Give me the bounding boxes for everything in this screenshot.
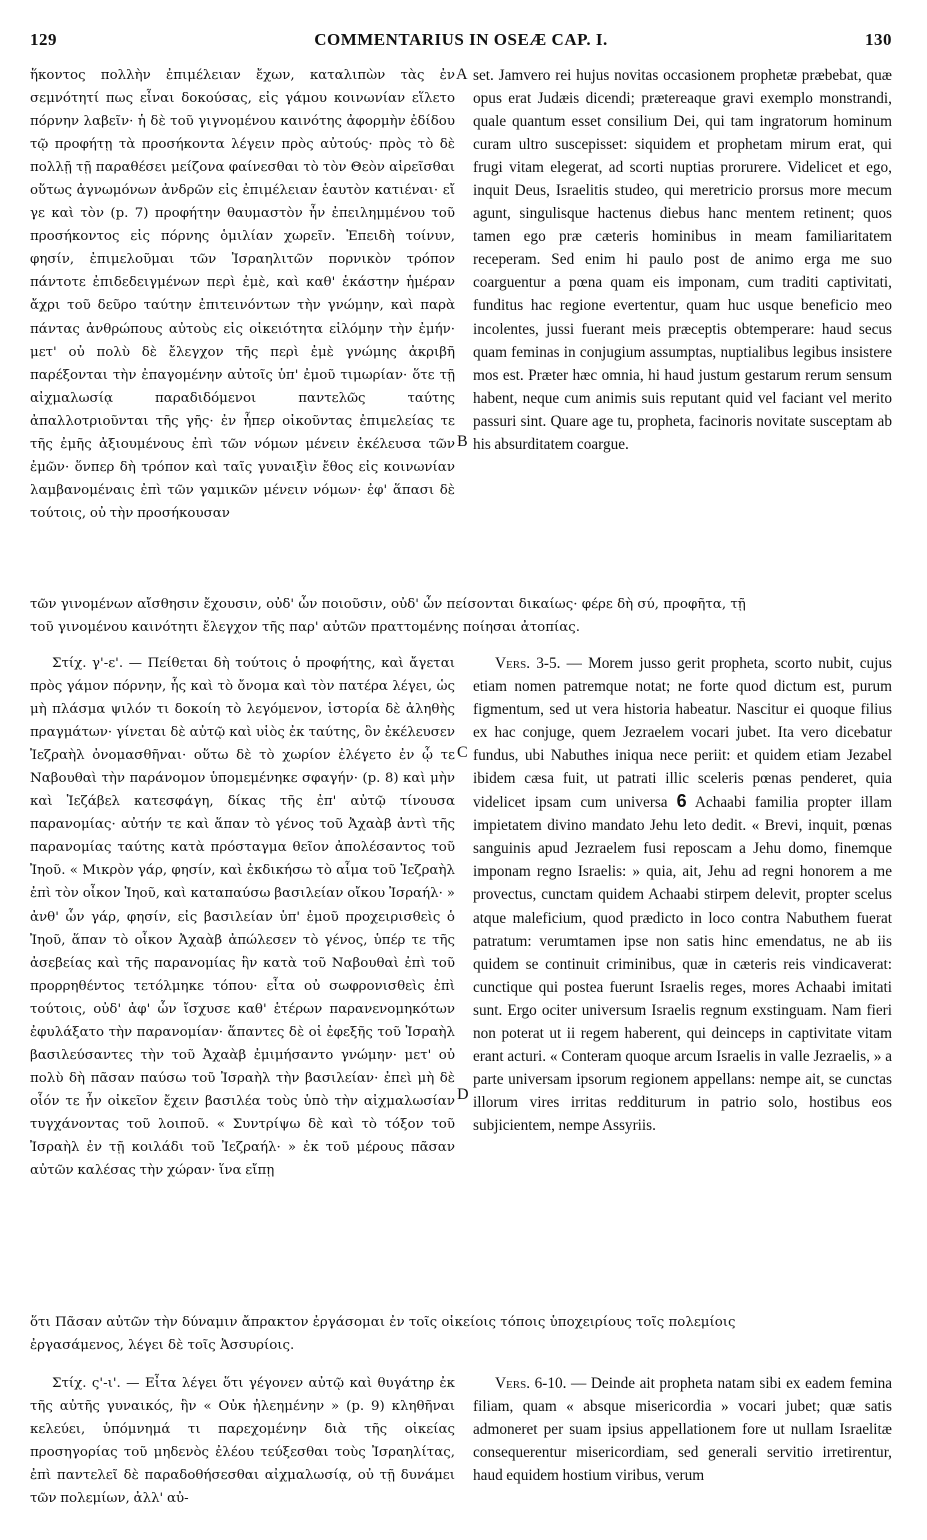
margin-letter-c: C [457,744,468,761]
greek-fullwidth-line-4: ἐργασάμενος, λέγει δὲ τοῖς Ἀσσυρίοις. [30,1338,295,1353]
margin-letter-b: B [457,433,468,450]
verse-heading-3-5: Vers. 3-5. [495,655,561,672]
latin-paragraph-2-part-b: Achaabi familia propter illam impietatem divino mandato Jehu leto dedit. « Brevi, inquit, pœnas sanguinis apud Jezraelem fusi reposcam a Jehu domo, finemque imponam regno Israelis: » quia, ait, Jehu ad regni honorem a me provectus, cunctam quidem Achaabi stirpem delevit, propter scelus atque maleficium, quod prædicto in loco contra Nabuthem fuerat patratum: verumtamen ipse non satis hinc emendatus, ne ab iis quidem se continuit criminibus, quæ in cæteris reis vindicaverat: cunctique qui postea fuerunt Israelis reges, mores Achaabi imitati sunt. Ergo ociter universum Israelis regnum exstinguam. Nam fieri non poterat ut ii regem haberent, qui deinceps in captivitate vitam erant acturi. « Conteram quoque arcum Israelis in valle Jezraelis, » a parte universam ipsorum regionem appellans: nempe ait, se cunctas illorum vires irritas redditurum in patrio solo, hostibus eos subjicientem, nempe Assyriis. [473,794,892,1134]
latin-column-bottom [473,1372,892,1487]
greek-fullwidth-line-3: ὅτι Πᾶσαν αὐτῶν τὴν δύναμιν ἄπρακτον ἐργάσομαι ἐν τοῖς οἰκείοις τόποις ὑποχειρίους τοῖς πολεμίοις [30,1315,736,1330]
latin-paragraph-3-body: — Deinde ait propheta natam sibi ex eadem femina filiam, quam « absque misericordia » vocari jubet; quæ satis admoneret per suam ipsius appellationem fore ut nullam Israelitæ consequerentur misericordiam, sed generali servitio irretirentur, haud equidem hostium viribus, verum [473,1375,893,1485]
latin-column-top [473,64,892,456]
page-header [30,30,892,56]
original-page-number: 6 [676,791,687,812]
margin-letter-a: A [456,66,468,83]
latin-paragraph-2-part-a: — Morem jusso gerit propheta, scorto nubit, cujus etiam nomen patremque notat; ne forte quod dictum est, purum figmentum, sed ut vera historia habeatur. Nascitur ei quoque filius ex hac conjuge, quem Jezraelem vocari jubet. Ita vero dicebatur fundus, ubi Nabuthes iniqua nece periit: et quidem etiam Jezabel ibidem cæsa fuit, ut patrati illic sceleris pœnas penderet, quia videlicet ipsam cum universa [473,655,892,812]
margin-letter-d: D [457,1086,469,1103]
latin-paragraph-2 [473,652,892,1137]
greek-column-top [30,64,455,525]
greek-column-bottom [30,1372,455,1510]
verse-heading-6-10: Vers. 6-10. [495,1375,567,1392]
running-title: COMMENTARIUS IN OSEÆ CAP. I. [314,30,608,49]
latin-column-middle [473,652,892,1137]
greek-paragraph-3: Στίχ. ς'-ι'. — Εἶτα λέγει ὅτι γέγονεν αὐτῷ καὶ θυγάτηρ ἐκ τῆς αὐτῆς γυναικός, ἣν « Οὐκ ἠλεημένην » (p. 9) κληθῆναι κελεύει, ὑπόμνημά τι παρεχομένην διὰ τῆς οἰκείας προσηγορίας τοῦ μηδενὸς ἐλέου τεύξεσθαι τοὺς Ἰσραηλίτας, ἐπὶ παντελεῖ δὲ παραδοθήσεσθαι αἰχμαλωσίᾳ, οὐ τῇ δυνάμει τῶν πολεμίων, ἀλλ' αὐ- [30,1376,455,1507]
greek-column-middle [30,652,455,1182]
latin-paragraph-1: set. Jamvero rei hujus novitas occasionem prophetæ præbebat, quæ opus erat Judæis dicendi; prætereaque gravi exemplo monstrandi, quale quantum esset consilium Dei, qui tam ingratorum hominum curam ultro suscepisset: siquidem et prophetam mirum erat, qui frugi vitam elegerat, ad scorti nuptias prorurere. Videlicet et ego, inquit Deus, Israelitis studeo, qui meretricio prorsus more mecum agunt, singulisque hactenus diebus hanc mentem retinent; quos tamen ego præ cæteris hominibus in meam familiaritatem receperam. Sed enim hi paulo post de animo erga me suo coarguentur a pœna quam eis imponam, cum traditi captivitati, funditus hac regione evertentur, quam huc usque beneficio meo incolentes, jussi fuerant meis præceptis obtemperare: haud secus quam feminas in conjugium assumptas, nuptialibus legibus insistere mos est. Præter hæc omnia, hi haud justum gestarum rerum sensum habent, neque cum animis suis reputant quid vel faciant vel merito passuri sint. Quare age tu, propheta, facinoris novitate susceptam ab his absurditatem coargue. [473,67,892,453]
page-number-left: 129 [30,30,57,49]
greek-fullwidth-line-1: τῶν γινομένων αἴσθησιν ἔχουσιν, οὐδ' ὧν ποιοῦσιν, οὐδ' ὧν πείσονται δικαίως· φέρε δὴ σύ, προφῆτα, τῇ [30,597,746,612]
greek-paragraph-2: Στίχ. γ'-ε'. — Πείθεται δὴ τούτοις ὁ προφήτης, καὶ ἄγεται πρὸς γάμον πόρνην, ἧς καὶ τὸ ὄνομα καὶ τὸν πατέρα λέγει, ὡς μὴ πλάσμα ψιλόν τι δοκοίη τὸ λεγόμενον, ἱστορία δὲ ἀληθὴς πραγμάτων· γίνεται δὲ αὐτῷ καὶ υἱὸς ἐκ ταύτης, ὃν ἐκέλευσεν Ἰεζραὴλ ὀνομασθῆναι· οὕτω δὲ τὸ χωρίον ἐλέγετο ἐν ᾧ τε Ναβουθαὶ τὴν παράνομον ὑπομεμένηκε σφαγήν· (p. 8) καὶ μὴν καὶ Ἰεζάβελ κατεσφάγη, δίκας τῆς ἐπ' αὐτῷ τίνουσα παρανομίας· αὐτήν τε καὶ ἅπαν τὸ γένος τοῦ Ἀχαὰβ ἀντὶ τῆς παρανομίας ταύτης κατὰ πρόσταγμα θεῖον ἀπολέσαντος τοῦ Ἰηοῦ. « Μικρὸν γάρ, φησίν, καὶ ἐκδικήσω τὸ αἷμα τοῦ Ἰεζραὴλ ἐπὶ τὸν οἶκον Ἰηοῦ, καὶ καταπαύσω βασιλείαν οἴκου Ἰσραήλ· » ἀνθ' ὧν γάρ, φησίν, εἰς βασιλείαν ὑπ' ἐμοῦ προχειρισθεὶς ὁ Ἰηοῦ, ἅπαν τὸ οἶκον Ἀχαὰβ ἀπώλεσεν τὸ γένος, ὑπέρ τε τῆς ἀσεβείας καὶ τῆς παρανομίας ἣν κατὰ τοῦ Ναβουθαὶ ἐπὶ τοῦ προρρηθέντος τετόλμηκε τόπου· εἶτα οὐ σωφρονισθεὶς ἐπὶ τούτοις, οὐδ' ἀφ' ὧν ἴσχυσε καθ' ἑτέρων παρανενομηκότων ἐφυλάξατο τὴν παρανομίαν· ἅπαντες δὲ οἱ ἐφεξῆς τοῦ Ἰσραὴλ βασιλεύσαντες τὴν τοῦ Ἀχαὰβ ἐμιμήσαντο γνώμην· μετ' οὐ πολὺ δὴ πᾶσαν παύσω τοῦ Ἰσραὴλ τὴν βασιλείαν· ἐπεὶ μὴ δὲ οἷόν τε ἦν οἰκεῖον ἔχειν βασιλέα τοὺς ὑπὸ τὴν αἰχμαλωσίαν τυγχάνοντας τοῦ λοιποῦ. « Συντρίψω δὲ καὶ τὸ τόξον τοῦ Ἰσραὴλ ἐν τῇ κοιλάδι τοῦ Ἰεζραήλ· » ἐκ τοῦ μέρους πᾶσαν αὐτῶν καλέσας τὴν χώραν· ἵνα εἴπῃ [30,656,455,1179]
greek-paragraph-1: ἥκοντος πολλὴν ἐπιμέλειαν ἔχων, καταλιπὼν τὰς ἐν σεμνότητί πως εἶναι δοκούσας, εἰς γάμου κοινωνίαν εἵλετο πόρνην λαβεῖν· ἡ δὲ τοῦ γιγνομένου καινότης ἀφορμὴν ἐδίδου τῷ προφήτῃ τὰ προσήκοντα λέγειν πρὸς αὐτούς· πρὸς τὸ δὲ πολλῇ τῇ παραθέσει μείζονα φαίνεσθαι τὸ τὸν Θεὸν αἱρεῖσθαι οὕτως ἀγνωμόνων ἀνδρῶν εἰς ἐπιμέλειαν ἑαυτὸν κατιέναι· εἴ γε καὶ τὸν (p. 7) προφήτην θαυμαστὸν ἦν ἐπειλημμένου τοῦ προσήκοντος εἰς πόρνης ὁμιλίαν χωρεῖν. Ἐπειδὴ τοίνυν, φησίν, ἐπιμελοῦμαι τῶν Ἰσραηλιτῶν πορνικὸν τρόπον πάντοτε ἐπιδεδειγμένων περὶ ἐμὲ, καὶ καθ' ἑκάστην ἡμέραν ἄχρι τοῦ δεῦρο ταύτην ἐπιτεινόντων τὴν γνώμην, καὶ παρὰ πάντας ἀνθρώπους αὐτοὺς εἰς οἰκειότητα εἱλόμην τὴν ἐμήν· μετ' οὐ πολὺ δὲ ἔλεγχον τῆς περὶ ἐμὲ γνώμης ἀκριβῆ παρέξονται τὴν ἐπαγομένην αὐτοῖς ὑπ' ἐμοῦ τιμωρίαν· ὅτε τῇ αἰχμαλωσίᾳ παραδιδόμενοι παντελῶς ταύτης ἀπαλλοτριοῦνται τῆς γῆς· ἐν ἧπερ οἰκοῦντας ἐπιμελείας τε τῆς ἐμῆς ἀξιουμένους ἐπὶ τῶν νόμων μένειν ἐκέλευσα τῶν ἐμῶν· ὅνπερ δὴ τρόπον καὶ ταῖς γυναιξὶν ἔθος εἰς κοινωνίαν λαμβανομέναις ἐπὶ τῶν γαμικῶν μένειν νόμων· ἐφ' ἅπασι δὲ τούτοις, οὐ τὴν προσήκουσαν [30,68,455,521]
latin-paragraph-3 [473,1372,892,1487]
greek-fullwidth-line-2: τοῦ γινομένου καινότητι ἔλεγχον τῆς παρ' αὐτῶν πραττομένης ποίησαι ἀτοπίας. [30,620,581,635]
page-number-right: 130 [865,30,892,49]
